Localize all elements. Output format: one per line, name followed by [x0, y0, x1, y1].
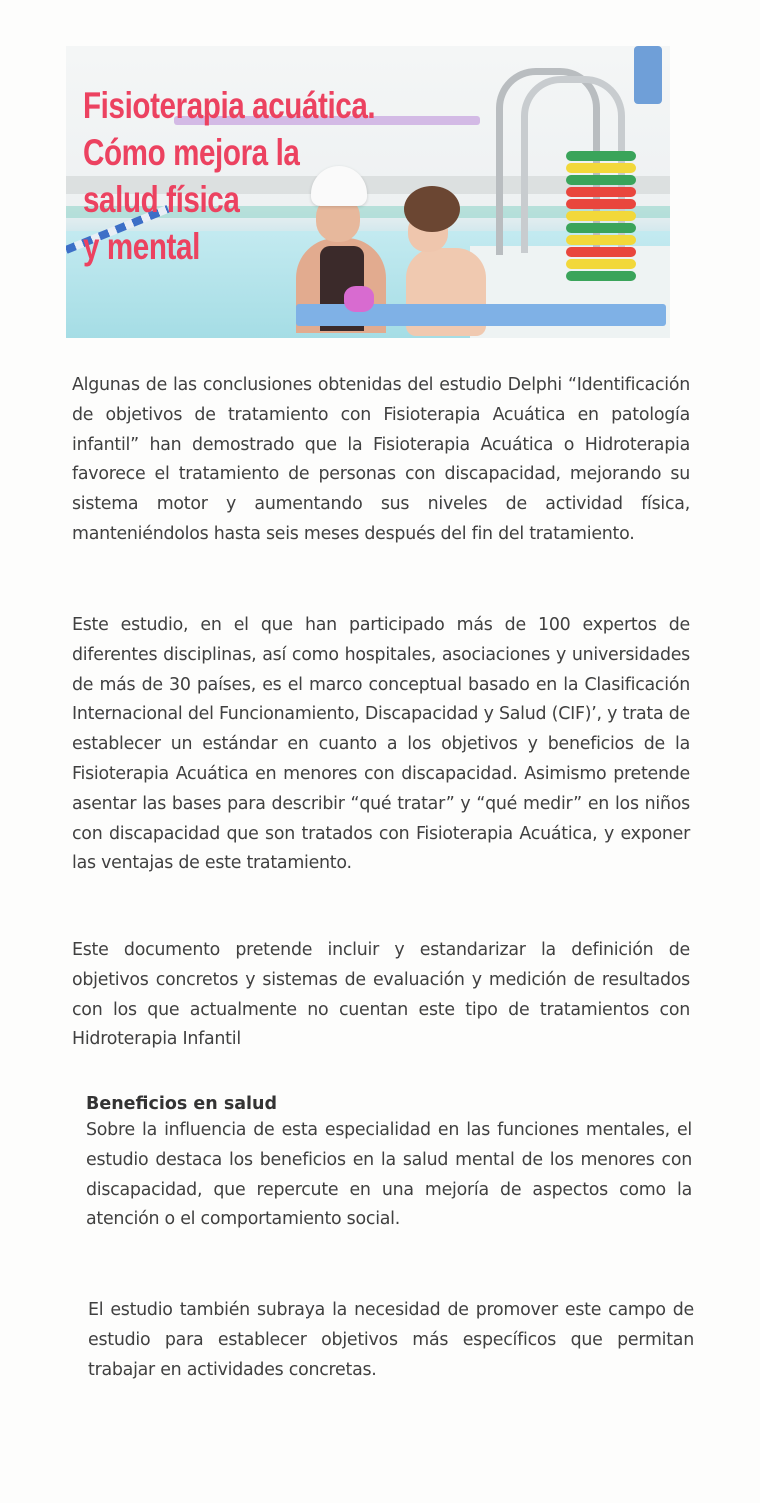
foam-block	[634, 46, 662, 104]
title-line-1: Fisioterapia acuática.	[83, 85, 376, 126]
section-heading-benefits: Beneficios en salud	[86, 1094, 278, 1114]
paragraph-promotion: El estudio también subraya la necesidad de promover este campo de estudio para establecer objetivos más específicos que permitan trabajar en actividades concretas.	[88, 1300, 694, 1380]
paragraph-document: Este documento pretende incluir y estandarizar la definición de objetivos concretos y sistemas de evaluación y medición de resultados con los que actualmente no cuentan este tipo de tratamientos con Hidroterapia Infantil	[72, 940, 690, 1050]
paragraph-intro: Algunas de las conclusiones obtenidas del estudio Delphi “Identificación de objetivos de tratamiento con Fisioterapia Acuática en patología infantil” han demostrado que la Fisioterapia Acuática o Hidroterapia favorece el tratamiento de personas con discapacidad, mejorando su sistema motor y aumentando sus niveles de actividad física, manteniéndolos hasta seis meses después del fin del tratamiento.	[72, 375, 690, 544]
hero-image	[66, 46, 670, 338]
title-line-2: Cómo mejora la	[83, 132, 300, 173]
article-title	[83, 82, 375, 270]
paragraph-mental-health: Sobre la influencia de esta especialidad en las funciones mentales, el estudio destaca los beneficios en la salud mental de los menores con discapacidad, que repercute en una mejoría de aspectos como la atención o el comportamiento social.	[86, 1120, 692, 1230]
title-line-4: y mental	[83, 226, 200, 267]
foam-rings-stack	[566, 151, 636, 283]
toy	[344, 286, 374, 312]
paragraph-study: Este estudio, en el que han participado más de 100 expertos de diferentes disciplinas, así como hospitales, asociaciones y universidades de más de 30 países, es el marco conceptual basado en la Clasificación Internacional del Funcionamiento, Discapacidad y Salud (CIF)’, y trata de establecer un estándar en cuanto a los objetivos y beneficios de la Fisioterapia Acuática en menores con discapacidad. Asimismo pretende asentar las bases para describir “qué tratar” y “qué medir” en los niños con discapacidad que son tratados con Fisioterapia Acuática, y exponer las ventajas de este tratamiento.	[72, 615, 690, 874]
title-line-3: salud física	[83, 179, 240, 220]
